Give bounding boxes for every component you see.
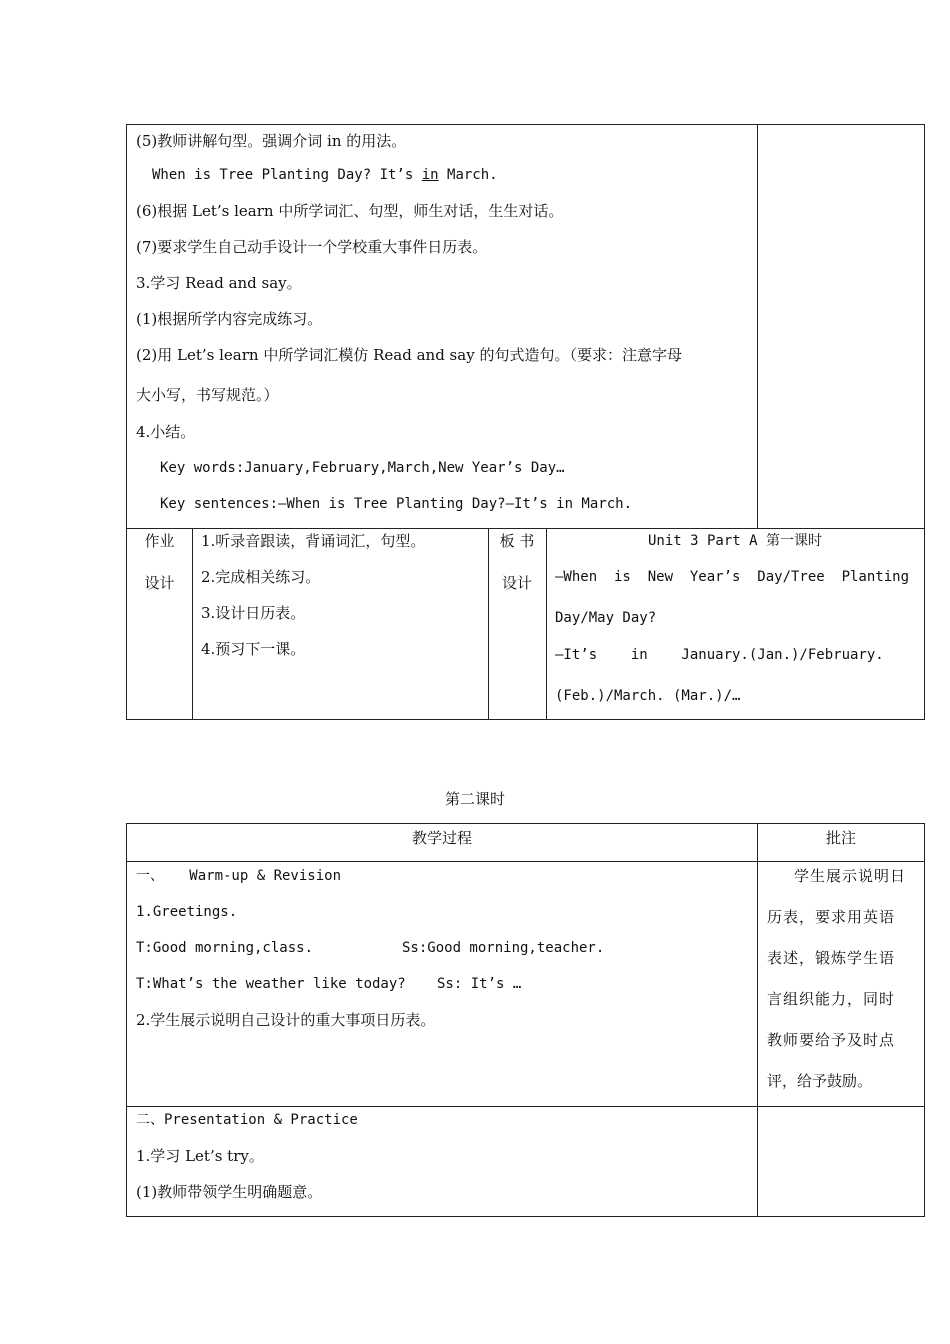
process-line: 3.学习 Read and say。 <box>136 274 302 292</box>
key-words-line: Key words:January,February,March,New Year’s Day… <box>160 460 565 476</box>
underlined-preposition: in <box>421 167 439 183</box>
dialogue-students: Ss:Good morning,teacher. <box>402 940 605 956</box>
process-line: (2)用 Let’s learn 中所学词汇模仿 Read and say 的句式造句。（要求：注意字母 <box>136 346 682 364</box>
board-title: Unit 3 Part A 第一课时 <box>647 533 822 549</box>
warmup-line: 2.学生展示说明自己设计的重大事项日历表。 <box>136 1011 436 1029</box>
lesson-table-2 <box>126 823 925 1217</box>
board-line: —It’s in January.(Jan.)/February. <box>555 647 884 663</box>
note-line: 历表，要求用英语 <box>767 908 896 926</box>
presentation-heading: 二、Presentation & Practice <box>136 1112 358 1128</box>
note-line: 教师要给予及时点 <box>767 1031 896 1049</box>
board-line: Day/May Day? <box>555 610 657 626</box>
dialogue-teacher: T:Good morning,class. <box>136 940 314 956</box>
presentation-cell <box>127 1107 757 1217</box>
note-line: 言组织能力，同时 <box>767 990 896 1008</box>
homework-item: 1.听录音跟读，背诵词汇，句型。 <box>201 532 426 550</box>
process-line: (6)根据 Let’s learn 中所学词汇、句型，师生对话，生生对话。 <box>136 202 564 220</box>
lesson-table-1 <box>126 124 925 720</box>
dialogue-teacher: T:What’s the weather like today? <box>136 976 406 992</box>
process-line: (5)教师讲解句型。强调介词 in 的用法。 <box>136 132 407 150</box>
process-line: 大小写，书写规范。） <box>136 386 279 404</box>
homework-item: 3.设计日历表。 <box>201 604 306 622</box>
warmup-note-cell <box>758 862 924 1106</box>
dialogue-students: Ss: It’s … <box>437 976 522 992</box>
homework-item: 4.预习下一课。 <box>201 640 306 658</box>
note-line: 评，给予鼓励。 <box>767 1072 873 1090</box>
board-design-cell <box>546 528 924 719</box>
warmup-line: 1.Greetings. <box>136 904 238 920</box>
section-title: 第二课时 <box>444 790 505 808</box>
process-line: (1)根据所学内容完成练习。 <box>136 310 323 328</box>
sentence-text: March. <box>438 167 498 183</box>
header-notes: 批注 <box>825 829 856 847</box>
homework-label: 设计 <box>144 574 175 592</box>
warmup-cell <box>127 862 757 1106</box>
key-sentences-line: Key sentences:—When is Tree Planting Day?—It’s in March. <box>160 496 633 512</box>
note-line: 表述，锻炼学生语 <box>767 949 896 967</box>
presentation-line: 1.学习 Let’s try。 <box>136 1147 264 1165</box>
sentence-text: When is Tree Planting Day? It’s <box>152 167 414 183</box>
process-line: 4.小结。 <box>136 423 196 441</box>
process-line: (7)要求学生自己动手设计一个学校重大事件日历表。 <box>136 238 488 256</box>
board-label-cell <box>488 528 546 719</box>
board-label: 设计 <box>501 574 532 592</box>
process-line <box>152 165 498 185</box>
warmup-heading: 一、 Warm-up & Revision <box>136 868 342 884</box>
homework-label-cell <box>127 528 192 719</box>
header-teaching-process: 教学过程 <box>411 829 472 847</box>
board-label: 板 书 <box>499 532 535 550</box>
board-line: (Feb.)/March. (Mar.)/… <box>555 688 741 704</box>
homework-item: 2.完成相关练习。 <box>201 568 321 586</box>
note-line: 学生展示说明日 <box>794 867 907 885</box>
divider <box>757 125 758 528</box>
homework-label: 作业 <box>144 532 175 550</box>
homework-items-cell <box>192 528 488 719</box>
teaching-process-cell <box>127 125 757 528</box>
presentation-line: (1)教师带领学生明确题意。 <box>136 1183 323 1201</box>
board-line: —When is New Year’s Day/Tree Planting <box>555 569 910 585</box>
